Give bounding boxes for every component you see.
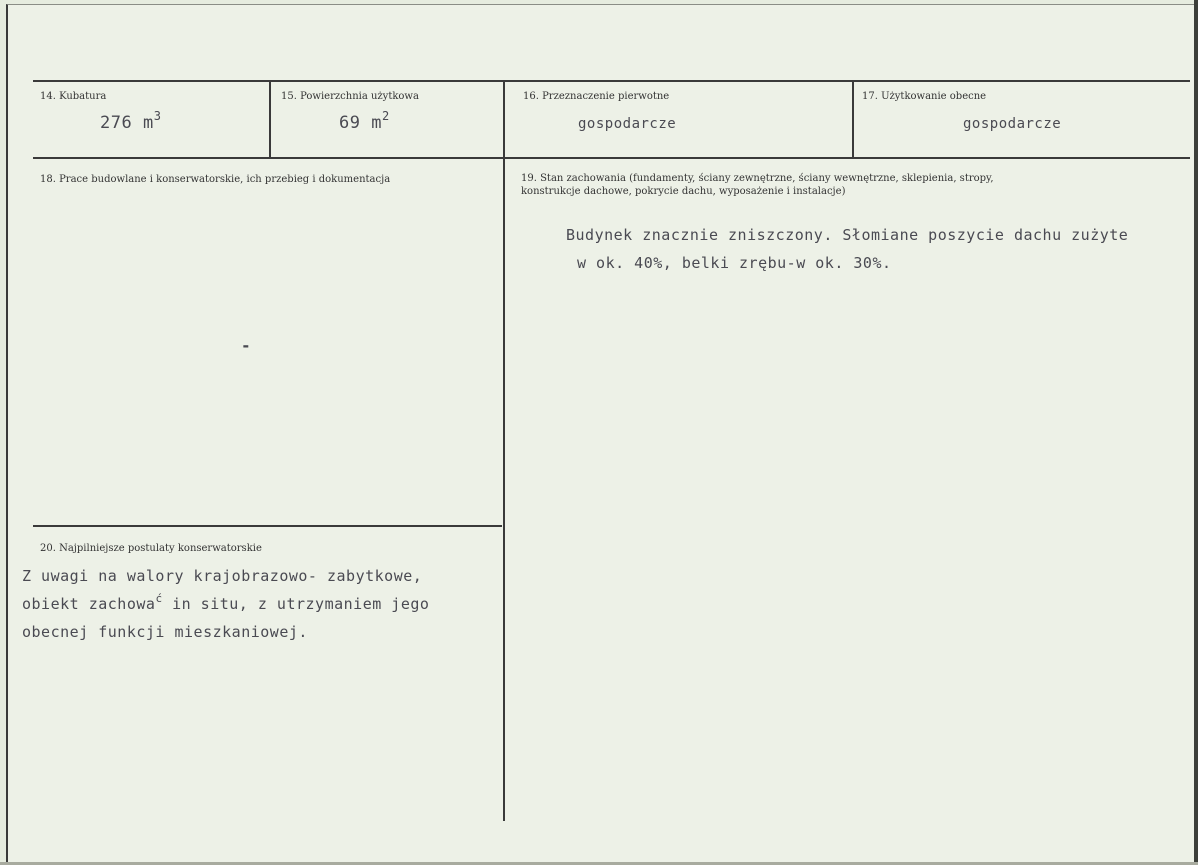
field-15-number: 69 m	[339, 113, 382, 133]
card-right-edge	[1194, 0, 1198, 865]
field-20-text-line2-b: in situ, z utrzymaniem jego	[162, 595, 430, 613]
field-18-label: 18. Prace budowlane i konserwatorskie, ich przebieg i dokumentacja	[40, 174, 391, 185]
field-14-number: 276 m	[100, 113, 154, 133]
field-20-label: 20. Najpilniejsze postulaty konserwatorskie	[40, 543, 262, 554]
field-17-label: 17. Użytkowanie obecne	[862, 91, 987, 102]
record-card	[6, 4, 1198, 863]
field-16-value: gospodarcze	[578, 116, 677, 132]
field-15-label: 15. Powierzchnia użytkowa	[281, 91, 419, 102]
field-20-text-line2-sup: ć	[155, 592, 163, 605]
section20-top-rule	[33, 525, 502, 527]
field-20-text-line2	[22, 592, 430, 613]
field-19-text-line1: Budynek znacznie zniszczony. Słomiane poszycie dachu zużyte	[566, 226, 1129, 244]
field-15-value	[339, 109, 390, 133]
field-15-sup: 2	[381, 109, 390, 123]
row1-bottom-rule	[33, 157, 1190, 159]
field-14-label: 14. Kubatura	[40, 91, 107, 102]
field-14-sup: 3	[153, 109, 162, 123]
field-19-label-line1: 19. Stan zachowania (fundamenty, ściany zewnętrzne, ściany wewnętrzne, sklepienia, stropy,	[521, 173, 994, 184]
field-14-value	[100, 109, 162, 133]
field-19-text-line2: w ok. 40%, belki zrębu-w ok. 30%.	[577, 254, 892, 272]
field-20-text-line3: obecnej funkcji mieszkaniowej.	[22, 623, 308, 641]
divider-14-15	[269, 81, 271, 158]
divider-16-17	[852, 81, 854, 158]
field-17-value: gospodarcze	[963, 116, 1062, 132]
field-20-text-line1: Z uwagi na walory krajobrazowo- zabytkowe,	[22, 567, 423, 585]
divider-15-16	[503, 81, 505, 821]
field-16-label: 16. Przeznaczenie pierwotne	[523, 91, 670, 102]
field-19-label-line2: konstrukcje dachowe, pokrycie dachu, wyposażenie i instalacje)	[521, 186, 846, 197]
field-18-value: -	[241, 336, 252, 355]
top-rule	[33, 80, 1190, 82]
field-20-text-line2-a: obiekt zachowa	[22, 595, 156, 613]
